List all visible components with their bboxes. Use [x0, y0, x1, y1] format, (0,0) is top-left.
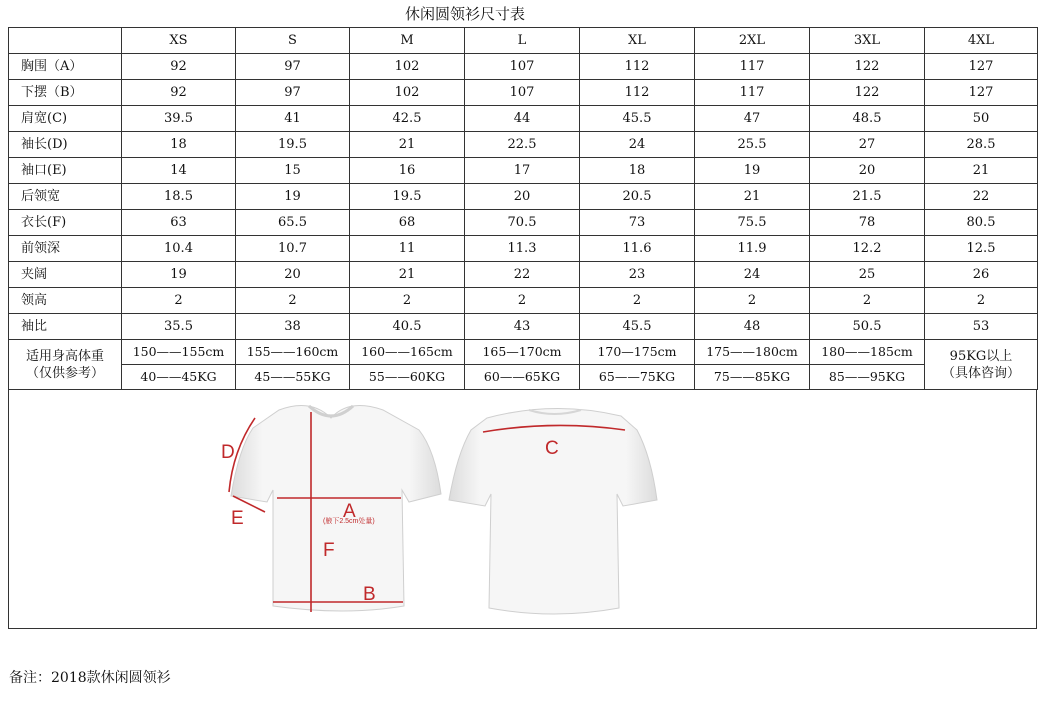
value-cell: 70.5	[465, 210, 580, 236]
table-row	[9, 80, 1038, 106]
value-cell: 21	[350, 132, 465, 158]
value-cell: 35.5	[122, 314, 236, 340]
value-cell: 10.7	[236, 236, 350, 262]
row-label-cell: 袖长(D)	[9, 132, 122, 158]
table-row	[9, 210, 1038, 236]
value-cell: 20	[810, 158, 925, 184]
size-header-cell: L	[465, 28, 580, 54]
value-cell: 63	[122, 210, 236, 236]
value-cell: 107	[465, 80, 580, 106]
value-cell: 22	[465, 262, 580, 288]
value-cell: 19	[122, 262, 236, 288]
weight-range-cell: 75——85KG	[695, 365, 810, 390]
value-cell: 117	[695, 80, 810, 106]
value-cell: 20	[465, 184, 580, 210]
table-row	[9, 106, 1038, 132]
value-cell: 48	[695, 314, 810, 340]
label-c: C	[545, 438, 559, 459]
value-cell: 117	[695, 54, 810, 80]
value-cell: 53	[925, 314, 1038, 340]
value-cell: 65.5	[236, 210, 350, 236]
value-cell: 12.5	[925, 236, 1038, 262]
value-cell: 2	[810, 288, 925, 314]
value-cell: 18	[122, 132, 236, 158]
last-fit-line2: （具体咨询）	[941, 365, 1020, 381]
value-cell: 11.9	[695, 236, 810, 262]
value-cell: 21.5	[810, 184, 925, 210]
row-label-cell: 衣长(F)	[9, 210, 122, 236]
value-cell: 22.5	[465, 132, 580, 158]
value-cell: 2	[236, 288, 350, 314]
size-header-cell: S	[236, 28, 350, 54]
value-cell: 21	[695, 184, 810, 210]
header-corner-cell	[9, 28, 122, 54]
shirt-diagram-panel	[8, 390, 1037, 629]
value-cell: 11.6	[580, 236, 695, 262]
row-label-cell: 后领宽	[9, 184, 122, 210]
value-cell: 2	[122, 288, 236, 314]
value-cell: 18.5	[122, 184, 236, 210]
value-cell: 112	[580, 80, 695, 106]
value-cell: 48.5	[810, 106, 925, 132]
value-cell: 78	[810, 210, 925, 236]
size-header-cell: XS	[122, 28, 236, 54]
row-label-cell: 胸围（A）	[9, 54, 122, 80]
value-cell: 122	[810, 54, 925, 80]
value-cell: 127	[925, 54, 1038, 80]
weight-range-cell: 55——60KG	[350, 365, 465, 390]
fit-label-line1: 适用身高体重	[25, 348, 104, 364]
value-cell: 2	[350, 288, 465, 314]
value-cell: 24	[580, 132, 695, 158]
height-range-cell: 165—170cm	[465, 340, 580, 365]
label-e: E	[231, 508, 244, 529]
value-cell: 73	[580, 210, 695, 236]
value-cell: 2	[925, 288, 1038, 314]
weight-range-cell: 65——75KG	[580, 365, 695, 390]
fit-label-line2: （仅供参考）	[25, 365, 104, 381]
value-cell: 122	[810, 80, 925, 106]
table-row	[9, 262, 1038, 288]
value-cell: 11	[350, 236, 465, 262]
row-label-cell: 袖口(E)	[9, 158, 122, 184]
fit-weight-row	[9, 365, 1038, 390]
value-cell: 22	[925, 184, 1038, 210]
value-cell: 19	[236, 184, 350, 210]
value-cell: 16	[350, 158, 465, 184]
value-cell: 92	[122, 80, 236, 106]
table-row	[9, 236, 1038, 262]
value-cell: 50	[925, 106, 1038, 132]
size-header-cell: M	[350, 28, 465, 54]
label-f: F	[323, 540, 335, 561]
weight-range-cell: 45——55KG	[236, 365, 350, 390]
weight-range-cell: 40——45KG	[122, 365, 236, 390]
footnote: 备注：2018款休闲圆领衫	[9, 670, 171, 686]
value-cell: 17	[465, 158, 580, 184]
value-cell: 43	[465, 314, 580, 340]
height-range-cell: 180——185cm	[810, 340, 925, 365]
value-cell: 26	[925, 262, 1038, 288]
size-header-cell: 3XL	[810, 28, 925, 54]
value-cell: 80.5	[925, 210, 1038, 236]
value-cell: 11.3	[465, 236, 580, 262]
value-cell: 10.4	[122, 236, 236, 262]
value-cell: 112	[580, 54, 695, 80]
size-table	[8, 27, 1038, 390]
value-cell: 92	[122, 54, 236, 80]
label-a: A	[343, 501, 356, 522]
value-cell: 24	[695, 262, 810, 288]
size-header-cell: XL	[580, 28, 695, 54]
value-cell: 27	[810, 132, 925, 158]
table-row	[9, 132, 1038, 158]
value-cell: 68	[350, 210, 465, 236]
row-label-cell: 袖比	[9, 314, 122, 340]
label-d: D	[221, 442, 235, 463]
value-cell: 47	[695, 106, 810, 132]
height-range-cell: 150——155cm	[122, 340, 236, 365]
value-cell: 23	[580, 262, 695, 288]
value-cell: 14	[122, 158, 236, 184]
value-cell: 38	[236, 314, 350, 340]
value-cell: 42.5	[350, 106, 465, 132]
height-range-cell: 175——180cm	[695, 340, 810, 365]
row-label-cell: 肩宽(C)	[9, 106, 122, 132]
value-cell: 25	[810, 262, 925, 288]
value-cell: 107	[465, 54, 580, 80]
shirt-diagram	[9, 390, 1036, 628]
value-cell: 20.5	[580, 184, 695, 210]
value-cell: 21	[350, 262, 465, 288]
last-fit-line1: 95KG以上	[949, 348, 1013, 364]
table-row	[9, 314, 1038, 340]
last-size-fit-cell	[925, 340, 1038, 390]
value-cell: 102	[350, 80, 465, 106]
value-cell: 21	[925, 158, 1038, 184]
value-cell: 97	[236, 80, 350, 106]
value-cell: 127	[925, 80, 1038, 106]
value-cell: 15	[236, 158, 350, 184]
fit-label-cell	[9, 340, 122, 390]
table-row	[9, 184, 1038, 210]
value-cell: 97	[236, 54, 350, 80]
value-cell: 2	[580, 288, 695, 314]
value-cell: 102	[350, 54, 465, 80]
value-cell: 12.2	[810, 236, 925, 262]
value-cell: 75.5	[695, 210, 810, 236]
weight-range-cell: 85——95KG	[810, 365, 925, 390]
row-label-cell: 下摆（B）	[9, 80, 122, 106]
value-cell: 28.5	[925, 132, 1038, 158]
value-cell: 41	[236, 106, 350, 132]
value-cell: 25.5	[695, 132, 810, 158]
value-cell: 45.5	[580, 106, 695, 132]
value-cell: 45.5	[580, 314, 695, 340]
chart-title: 休闲圆领衫尺寸表	[404, 5, 525, 23]
table-row	[9, 158, 1038, 184]
value-cell: 19	[695, 158, 810, 184]
header-row	[9, 28, 1038, 54]
value-cell: 44	[465, 106, 580, 132]
size-header-cell: 4XL	[925, 28, 1038, 54]
row-label-cell: 夹阔	[9, 262, 122, 288]
height-range-cell: 155——160cm	[236, 340, 350, 365]
row-label-cell: 领高	[9, 288, 122, 314]
front-shirt-icon	[231, 406, 441, 612]
height-range-cell: 170—175cm	[580, 340, 695, 365]
value-cell: 19.5	[350, 184, 465, 210]
value-cell: 39.5	[122, 106, 236, 132]
value-cell: 20	[236, 262, 350, 288]
value-cell: 40.5	[350, 314, 465, 340]
weight-range-cell: 60——65KG	[465, 365, 580, 390]
value-cell: 2	[465, 288, 580, 314]
row-label-cell: 前领深	[9, 236, 122, 262]
value-cell: 50.5	[810, 314, 925, 340]
value-cell: 2	[695, 288, 810, 314]
label-b: B	[363, 584, 376, 605]
table-row	[9, 54, 1038, 80]
value-cell: 18	[580, 158, 695, 184]
value-cell: 19.5	[236, 132, 350, 158]
table-row	[9, 288, 1038, 314]
size-header-cell: 2XL	[695, 28, 810, 54]
fit-height-row	[9, 340, 1038, 365]
height-range-cell: 160——165cm	[350, 340, 465, 365]
label-a-note: (腋下2.5cm处量)	[323, 518, 375, 525]
